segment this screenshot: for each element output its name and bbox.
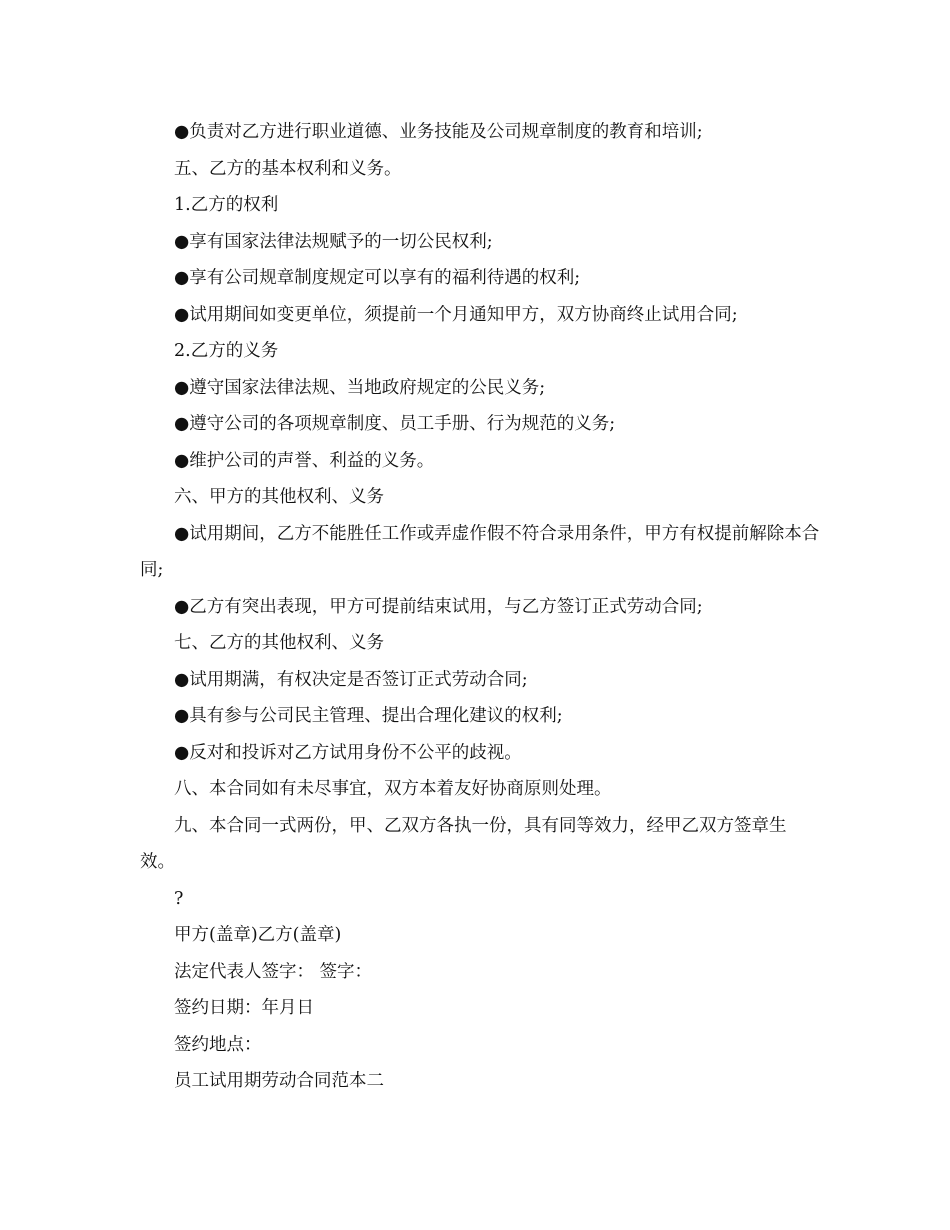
section-heading-8: 八、本合同如有未尽事宜，双方本着友好协商原则处理。 [174, 779, 612, 799]
signing-location: 签约地点： [174, 1034, 262, 1055]
subheading-obligations: 2.乙方的义务 [174, 341, 279, 361]
section-heading-9: 九、本合同一式两份，甲、乙双方各执一份，具有同等效力，经甲乙双方签章生效。 [140, 815, 787, 872]
paragraph-civil-rights: ●享有国家法律法规赋予的一切公民权利; [174, 231, 493, 252]
next-contract-title: 员工试用期劳动合同范本二 [174, 1071, 384, 1091]
paragraph-change-employer: ●试用期间如变更单位，须提前一个月通知甲方，双方协商终止试用合同; [174, 304, 738, 325]
paragraph-training-duty: ●负责对乙方进行职业道德、业务技能及公司规章制度的教育和培训; [174, 122, 703, 142]
signing-date: 签约日期：年月日 [174, 998, 314, 1018]
section-heading-5: 五、乙方的基本权利和义务。 [174, 158, 402, 179]
paragraph-obey-laws: ●遵守国家法律法规、当地政府规定的公民义务; [174, 377, 546, 398]
paragraph-reputation: ●维护公司的声誉、利益的义务。 [174, 450, 435, 471]
signature-parties: 甲方(盖章)乙方(盖章) [174, 925, 342, 945]
paragraph-decide-contract: ●试用期满，有权决定是否签订正式劳动合同; [174, 669, 528, 690]
paragraph-obey-rules: ●遵守公司的各项规章制度、员工手册、行为规范的义务; [174, 414, 616, 434]
paragraph-anti-discrimination: ●反对和投诉对乙方试用身份不公平的歧视。 [174, 742, 522, 763]
paragraph-early-termination: ●试用期间，乙方不能胜任工作或弄虚作假不符合录用条件，甲方有权提前解除本合同; [140, 523, 820, 580]
paragraph-participation: ●具有参与公司民主管理、提出合理化建议的权利; [174, 706, 563, 726]
paragraph-welfare-rights: ●享有公司规章制度规定可以享有的福利待遇的权利; [174, 268, 581, 288]
section-heading-7: 七、乙方的其他权利、义务 [174, 633, 384, 653]
document-body [140, 114, 820, 1100]
subheading-rights: 1.乙方的权利 [174, 195, 279, 215]
paragraph-early-completion: ●乙方有突出表现，甲方可提前结束试用，与乙方签订正式劳动合同; [174, 596, 703, 617]
question-mark-line: ? [174, 888, 184, 909]
section-heading-6: 六、甲方的其他权利、义务 [174, 487, 384, 507]
signature-representative: 法定代表人签字： 签字： [174, 961, 373, 982]
